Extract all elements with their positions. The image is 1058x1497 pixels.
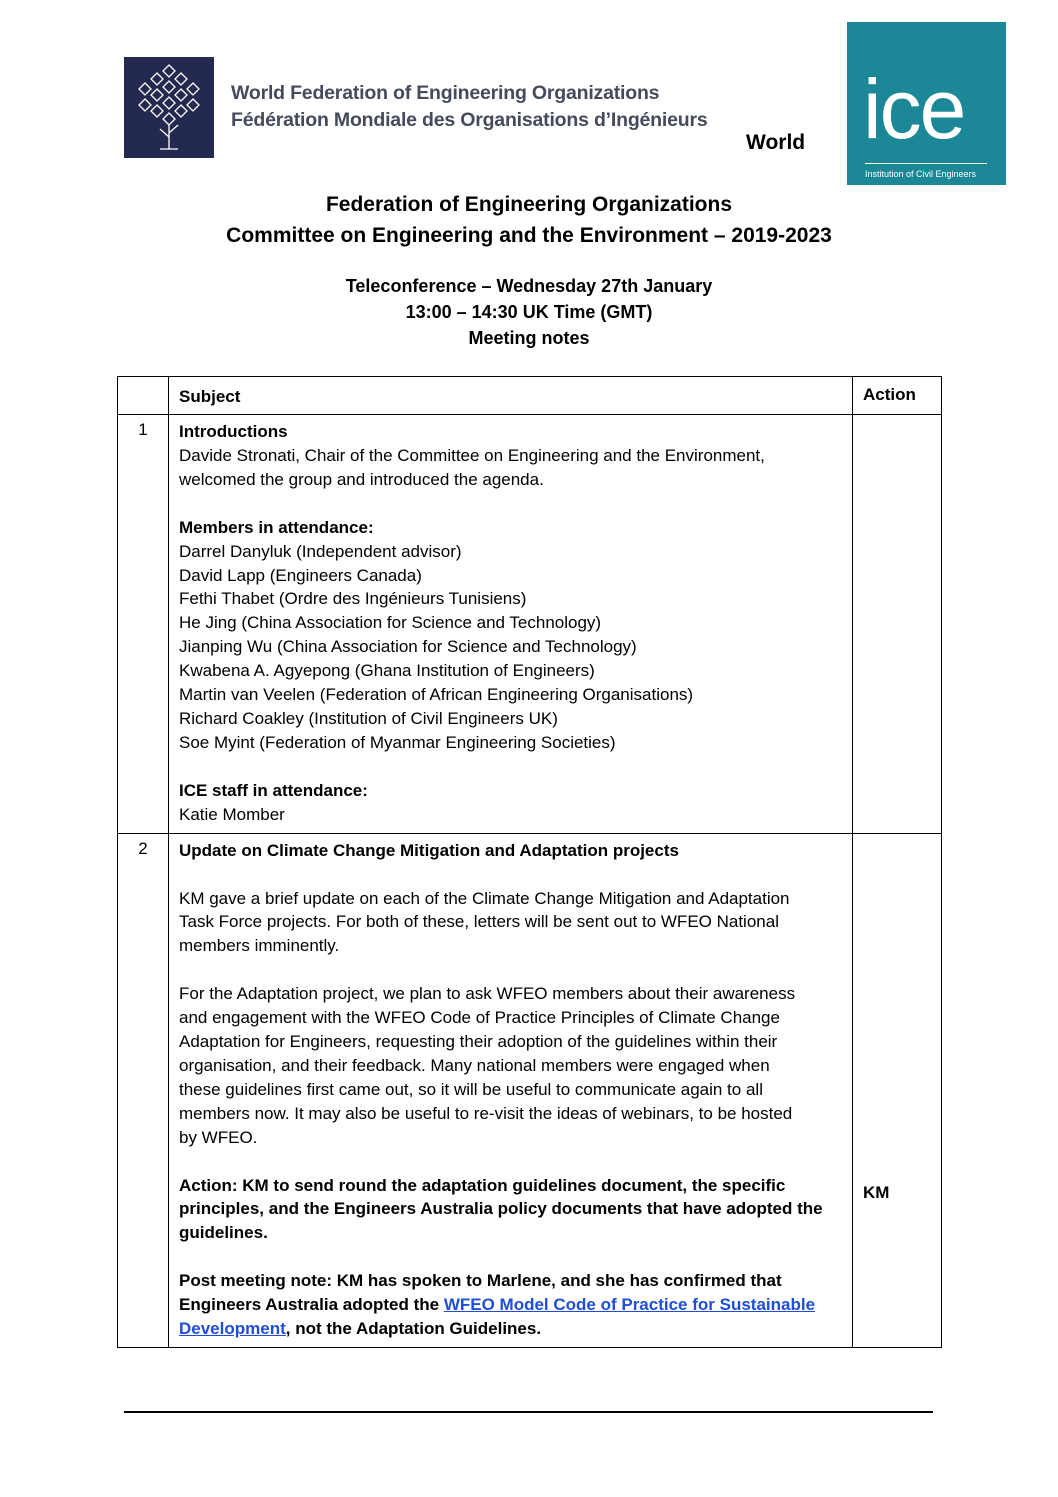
item-text-line: For the Adaptation project, we plan to ask WFEO members about their awareness <box>179 984 796 1004</box>
wfeo-code-link[interactable]: WFEO Model Code of Practice for Sustainable <box>443 1295 816 1315</box>
document-title-line2: Committee on Engineering and the Environment – 2019-2023 <box>226 224 832 247</box>
member-name: Soe Myint (Federation of Myanmar Engineering Societies) <box>179 732 616 752</box>
item-text-line: these guidelines first came out, so it will be useful to communicate again to all <box>179 1079 763 1099</box>
item-text-line: welcomed the group and introduced the agenda. <box>179 469 544 489</box>
post-note-suffix: , not the Adaptation Guidelines. <box>285 1319 542 1339</box>
member-name: Kwabena A. Agyepong (Ghana Institution of Engineers) <box>179 661 595 681</box>
item-text-line: Task Force projects. For both of these, letters will be sent out to WFEO National <box>179 912 779 932</box>
item-text-line: members now. It may also be useful to re-visit the ideas of webinars, to be hosted <box>179 1103 793 1123</box>
item-text-line: and engagement with the WFEO Code of Practice Principles of Climate Change <box>179 1008 780 1028</box>
action-text-line: guidelines. <box>179 1223 268 1243</box>
meeting-type: Teleconference – Wednesday 27th January <box>345 276 713 296</box>
ice-divider <box>865 163 987 164</box>
ice-logo <box>847 22 1006 185</box>
item-heading: Introductions <box>179 422 288 441</box>
meeting-time: 13:00 – 14:30 UK Time (GMT) <box>405 302 653 322</box>
table-row <box>118 833 941 1347</box>
post-meeting-note-line: Post meeting note: KM has spoken to Marlene, and she has confirmed that <box>179 1271 782 1291</box>
item-subject <box>169 834 853 1347</box>
wfeo-name-english: World Federation of Engineering Organizations <box>231 82 660 104</box>
member-name: Jianping Wu (China Association for Science and Technology) <box>179 637 637 657</box>
item-text-line: Davide Stronati, Chair of the Committee on Engineering and the Environment, <box>179 445 765 465</box>
item-action <box>853 415 941 833</box>
header-subject: Subject <box>169 377 853 414</box>
post-note-prefix: Engineers Australia adopted the <box>179 1295 444 1315</box>
member-name: Richard Coakley (Institution of Civil Engineers UK) <box>179 708 558 728</box>
wfeo-code-link-continued[interactable]: Development <box>179 1319 286 1339</box>
post-meeting-note-line <box>179 1293 842 1317</box>
item-subject <box>169 415 853 833</box>
item-action <box>853 834 941 1347</box>
member-name: David Lapp (Engineers Canada) <box>179 565 422 585</box>
member-name: Fethi Thabet (Ordre des Ingénieurs Tunisiens) <box>179 589 527 609</box>
meeting-notes-label: Meeting notes <box>468 328 590 348</box>
staff-heading: ICE staff in attendance: <box>179 780 368 800</box>
members-heading: Members in attendance: <box>179 517 374 537</box>
item-number: 1 <box>118 415 169 833</box>
member-name: Darrel Danyluk (Independent advisor) <box>179 541 462 561</box>
post-meeting-note-line <box>179 1317 842 1341</box>
header-action: Action <box>863 385 916 404</box>
document-title-line1: Federation of Engineering Organizations <box>325 193 733 216</box>
item-text-line: members imminently. <box>179 936 340 956</box>
header-number-cell <box>118 377 169 414</box>
ice-wordmark <box>859 76 994 146</box>
minutes-table <box>117 376 942 1348</box>
item-text-line: by WFEO. <box>179 1127 258 1147</box>
ice-subtitle: Institution of Civil Engineers <box>865 169 977 179</box>
table-row <box>118 414 941 833</box>
item-number: 2 <box>118 834 169 1347</box>
item-text-line: KM gave a brief update on each of the Climate Change Mitigation and Adaptation <box>179 888 790 908</box>
ice-wordmark-text: ice <box>863 76 965 146</box>
member-name: Martin van Veelen (Federation of African Engineering Organisations) <box>179 685 694 705</box>
staff-name: Katie Momber <box>179 804 285 824</box>
action-text-line: Action: KM to send round the adaptation guidelines document, the specific <box>179 1175 786 1195</box>
footer-rule <box>124 1411 933 1413</box>
item-text-line: organisation, and their feedback. Many national members were engaged when <box>179 1055 770 1075</box>
item-heading: Update on Climate Change Mitigation and Adaptation projects <box>179 840 679 860</box>
header-world-text: World <box>746 131 806 154</box>
wfeo-name-french: Fédération Mondiale des Organisations d’Ingénieurs <box>231 109 708 131</box>
item-text-line: Adaptation for Engineers, requesting their adoption of the guidelines within their <box>179 1032 778 1052</box>
tree-icon <box>124 57 214 158</box>
member-name: He Jing (China Association for Science and Technology) <box>179 613 602 633</box>
table-header-row <box>118 377 941 414</box>
wfeo-logo <box>124 57 214 158</box>
action-owner: KM <box>863 1182 890 1202</box>
action-text-line: principles, and the Engineers Australia policy documents that have adopted the <box>179 1199 823 1219</box>
